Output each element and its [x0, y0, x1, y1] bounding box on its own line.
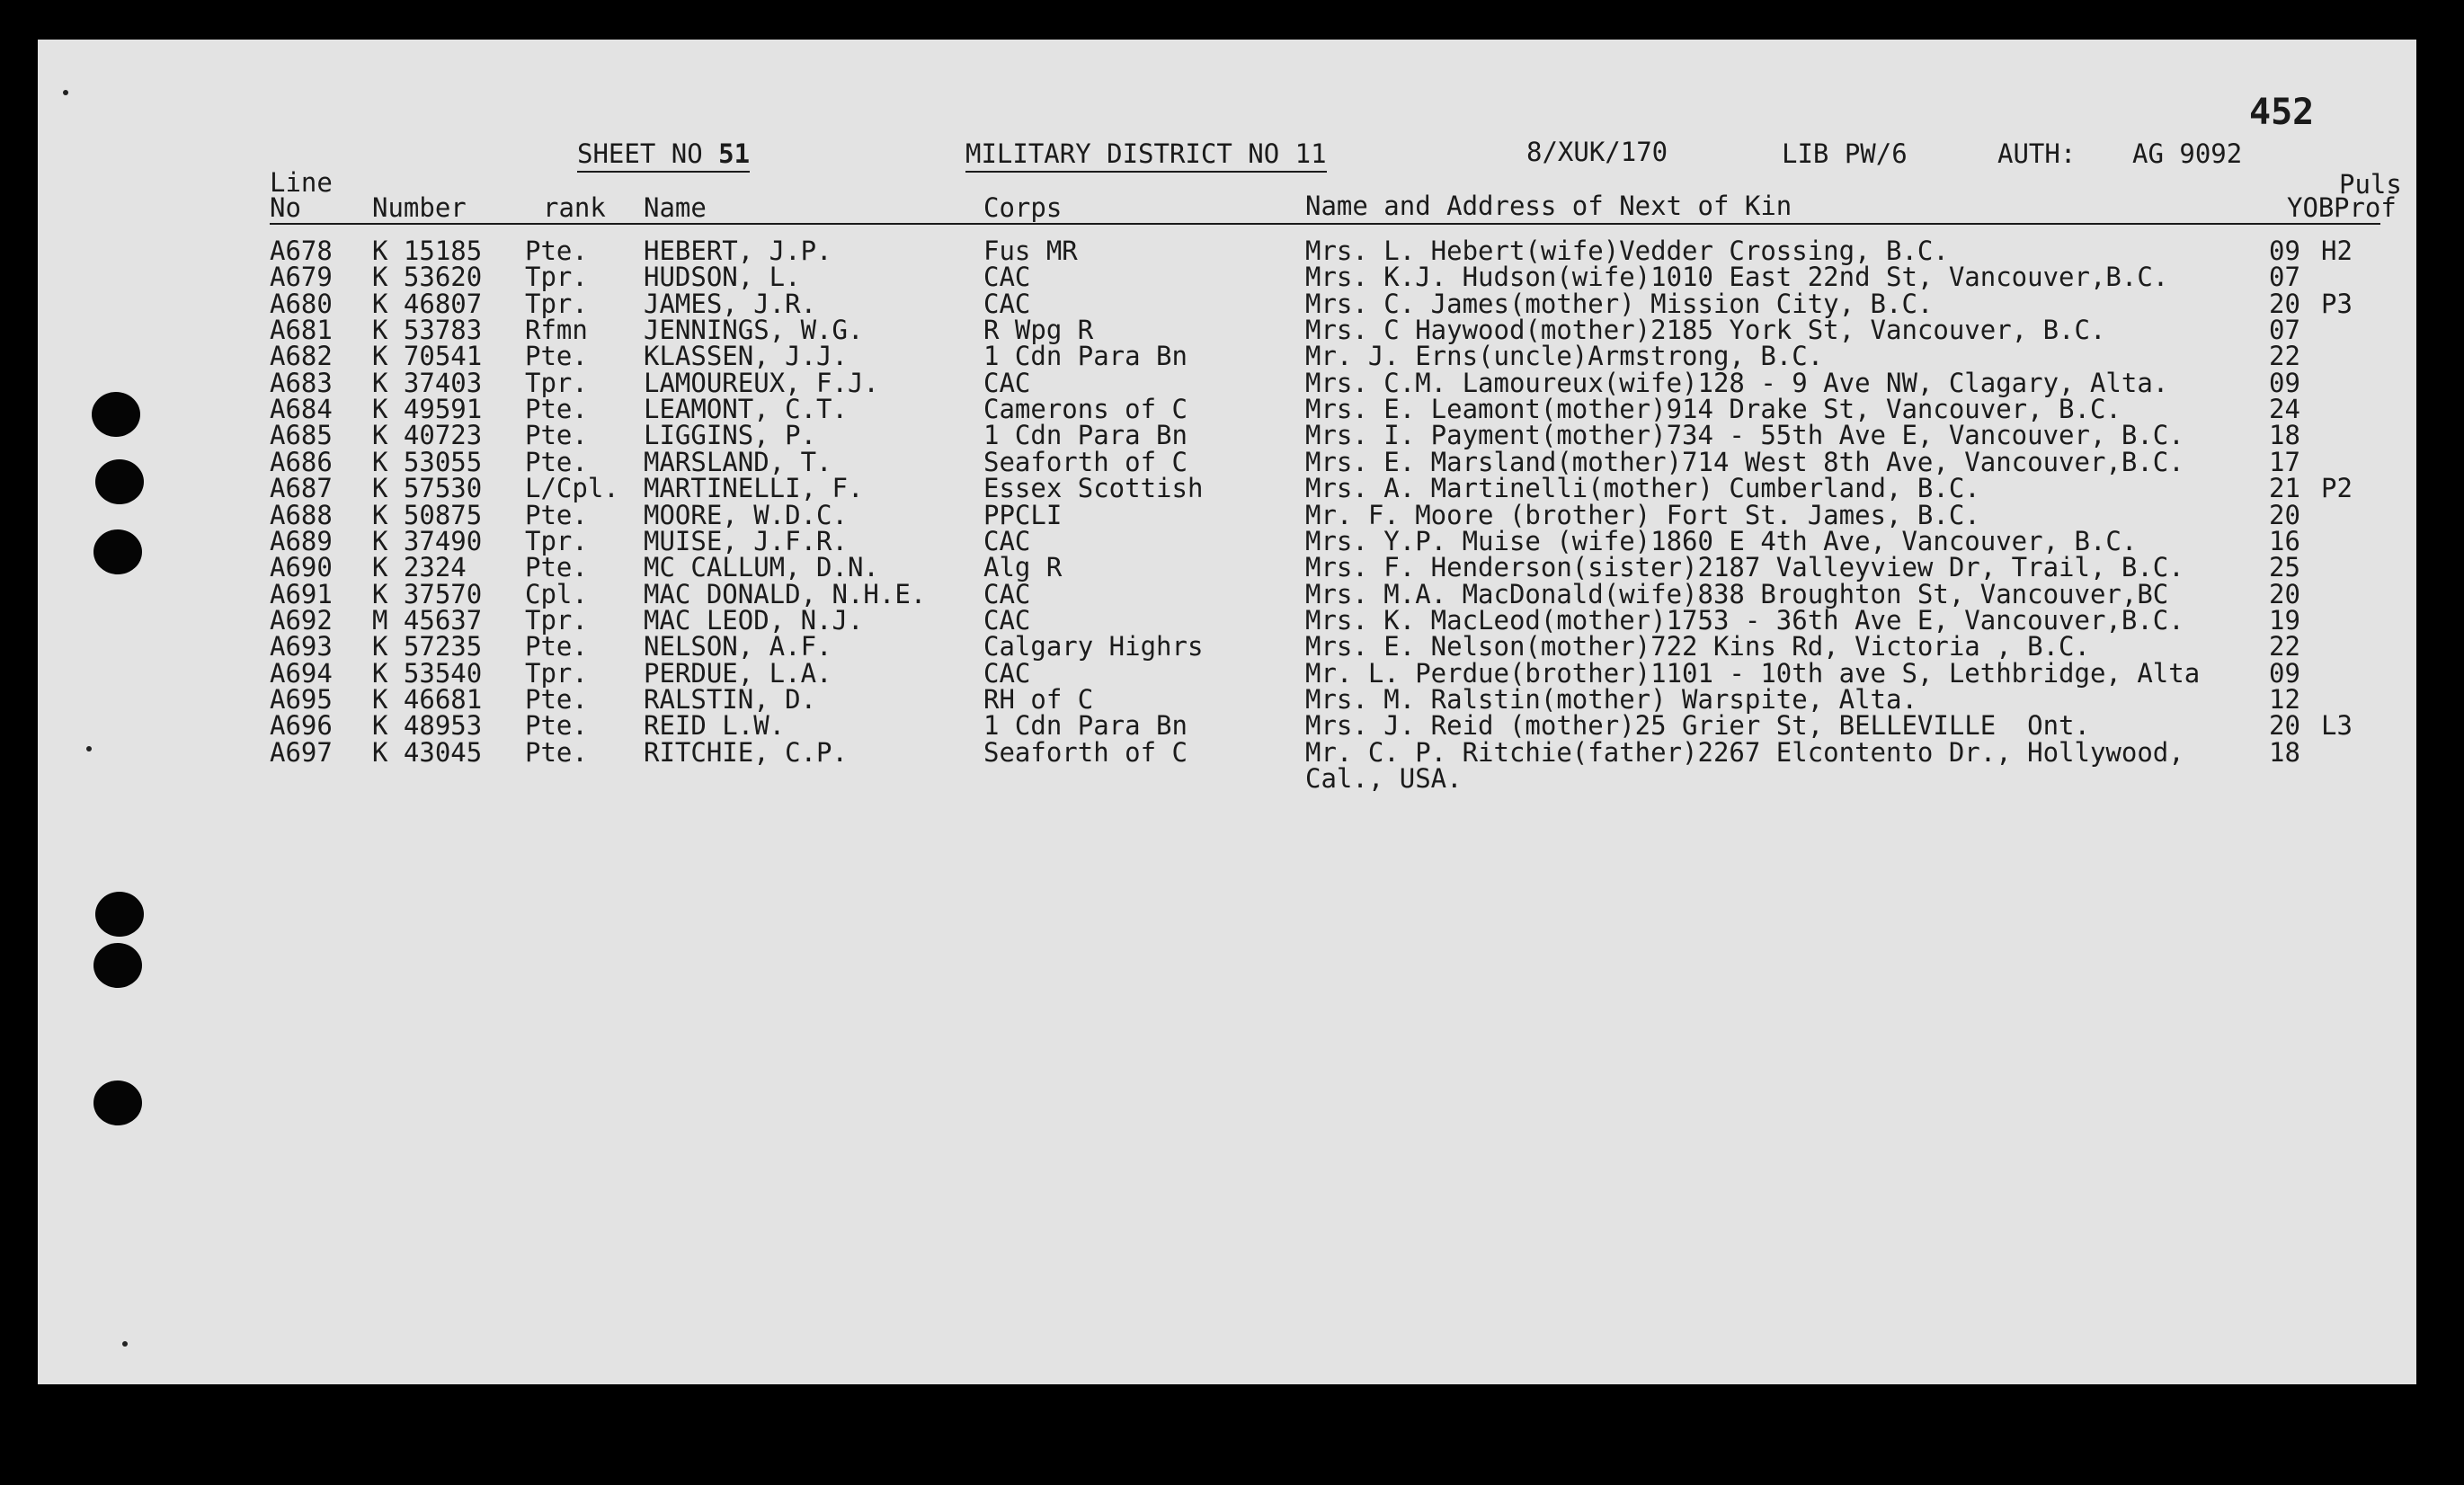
cell-next-of-kin: Mrs. C Haywood(mother)2185 York St, Vancouver, B.C. — [1305, 315, 2106, 346]
cell-line: A680 — [270, 288, 333, 319]
binder-hole — [93, 529, 142, 574]
cell-rank: Pte. — [525, 736, 588, 768]
reference-code: 8/XUK/170 — [1526, 137, 1668, 167]
col-next-of-kin: Name and Address of Next of Kin — [1305, 191, 1792, 221]
cell-line: A688 — [270, 499, 333, 530]
cell-corps: 1 Cdn Para Bn — [983, 420, 1188, 451]
cell-rank: Tpr. — [525, 604, 588, 636]
cell-rank: Pte. — [525, 710, 588, 742]
cell-yob: 22 — [2269, 631, 2300, 662]
col-corps: Corps — [983, 192, 1063, 223]
cell-line: A695 — [270, 683, 333, 715]
cell-number: K 57530 — [372, 473, 483, 504]
cell-yob: 09 — [2269, 657, 2300, 689]
cell-rank: Pte. — [525, 631, 588, 662]
cell-number: K 70541 — [372, 341, 483, 372]
cell-name: MAC DONALD, N.H.E. — [644, 578, 927, 609]
binder-hole — [92, 392, 140, 437]
cell-next-of-kin: Mrs. Y.P. Muise (wife)1860 E 4th Ave, Vancouver, B.C. — [1305, 525, 2138, 556]
cell-next-of-kin: Mrs. A. Martinelli(mother) Cumberland, B.C. — [1305, 473, 1980, 504]
sheet-label-text: SHEET NO — [577, 138, 703, 169]
cell-line: A678 — [270, 236, 333, 266]
sheet-number: 51 — [718, 138, 751, 169]
cell-rank: Pte. — [525, 394, 588, 425]
cell-number: K 57235 — [372, 631, 483, 662]
cell-corps: Fus MR — [983, 236, 1078, 266]
district-title — [965, 140, 1327, 167]
col-yob: YOB — [2287, 192, 2335, 223]
cell-yob: 19 — [2269, 604, 2300, 636]
cell-yob: 16 — [2269, 525, 2300, 556]
cell-name: MARSLAND, T. — [644, 446, 832, 477]
cell-rank: Pte. — [525, 552, 588, 583]
cell-puls: L3 — [2321, 710, 2353, 742]
cell-number: K 48953 — [372, 710, 483, 742]
paper-speck — [63, 90, 68, 95]
cell-number: K 37570 — [372, 578, 483, 609]
cell-number: K 53540 — [372, 657, 483, 689]
cell-line: A694 — [270, 657, 333, 689]
cell-corps: 1 Cdn Para Bn — [983, 341, 1188, 372]
cell-corps: CAC — [983, 657, 1031, 689]
cell-rank: Pte. — [525, 683, 588, 715]
col-prof: Prof — [2334, 192, 2397, 223]
cell-number: K 50875 — [372, 499, 483, 530]
cell-line: A689 — [270, 525, 333, 556]
cell-name: JAMES, J.R. — [644, 288, 817, 319]
cell-corps: CAC — [983, 525, 1031, 556]
cell-yob: 20 — [2269, 578, 2300, 609]
cell-name: MARTINELLI, F. — [644, 473, 864, 504]
cell-rank: Tpr. — [525, 262, 588, 293]
cell-rank: Tpr. — [525, 367, 588, 398]
cell-number: M 45637 — [372, 604, 483, 636]
cell-corps: Essex Scottish — [983, 473, 1204, 504]
cell-next-of-kin: Mr. C. P. Ritchie(father)2267 Elcontento Dr., Hollywood, — [1305, 736, 2184, 768]
cell-rank: Tpr. — [525, 657, 588, 689]
cell-corps: Seaforth of C — [983, 736, 1188, 768]
col-line-bottom: No — [270, 192, 301, 223]
cell-line: A697 — [270, 736, 333, 768]
col-puls-top: Puls — [2339, 169, 2402, 200]
record-sheet — [38, 40, 2416, 1384]
cell-number: K 53055 — [372, 446, 483, 477]
cell-yob: 18 — [2269, 736, 2300, 768]
cell-next-of-kin: Mrs. C. James(mother) Mission City, B.C. — [1305, 288, 1934, 319]
col-line-top: Line — [270, 167, 333, 198]
cell-number: K 49591 — [372, 394, 483, 425]
cell-next-of-kin: Mrs. E. Leamont(mother)914 Drake St, Vancouver, B.C. — [1305, 394, 2122, 425]
cell-number: K 2324 — [372, 552, 467, 583]
col-rank: rank — [543, 192, 606, 223]
cell-next-of-kin-cont: Cal., USA. — [1305, 762, 1463, 794]
cell-rank: Pte. — [525, 499, 588, 530]
col-name: Name — [644, 192, 707, 223]
cell-name: MC CALLUM, D.N. — [644, 552, 879, 583]
cell-rank: Pte. — [525, 236, 588, 266]
cell-rank: Pte. — [525, 446, 588, 477]
header-rule — [270, 223, 2380, 225]
cell-rank: Cpl. — [525, 578, 588, 609]
cell-line: A690 — [270, 552, 333, 583]
cell-next-of-kin: Mrs. F. Henderson(sister)2187 Valleyview Dr, Trail, B.C. — [1305, 552, 2184, 583]
cell-next-of-kin: Mrs. E. Nelson(mother)722 Kins Rd, Victoria , B.C. — [1305, 631, 2090, 662]
cell-next-of-kin: Mr. L. Perdue(brother)1101 - 10th ave S, Lethbridge, Alta — [1305, 657, 2201, 689]
cell-corps: Alg R — [983, 552, 1063, 583]
cell-rank: Tpr. — [525, 525, 588, 556]
binder-hole — [95, 459, 144, 504]
cell-yob: 20 — [2269, 288, 2300, 319]
cell-line: A683 — [270, 367, 333, 398]
cell-yob: 09 — [2269, 367, 2300, 398]
page-number: 452 — [2249, 92, 2315, 133]
district-text: MILITARY DISTRICT NO 11 — [965, 138, 1327, 173]
cell-next-of-kin: Mrs. C.M. Lamoureux(wife)128 - 9 Ave NW, Clagary, Alta. — [1305, 367, 2169, 398]
cell-puls: P3 — [2321, 288, 2353, 319]
cell-line: A685 — [270, 420, 333, 451]
cell-name: HUDSON, L. — [644, 262, 801, 293]
cell-corps: Camerons of C — [983, 394, 1188, 425]
cell-corps: Calgary Highrs — [983, 631, 1204, 662]
cell-corps: CAC — [983, 578, 1031, 609]
cell-number: K 53620 — [372, 262, 483, 293]
cell-line: A692 — [270, 604, 333, 636]
cell-line: A682 — [270, 341, 333, 372]
cell-line: A679 — [270, 262, 333, 293]
cell-name: RALSTIN, D. — [644, 683, 817, 715]
cell-next-of-kin: Mrs. I. Payment(mother)734 - 55th Ave E, Vancouver, B.C. — [1305, 420, 2184, 451]
binder-hole — [93, 943, 142, 988]
cell-name: NELSON, A.F. — [644, 631, 832, 662]
cell-name: RITCHIE, C.P. — [644, 736, 848, 768]
cell-yob: 12 — [2269, 683, 2300, 715]
cell-name: MOORE, W.D.C. — [644, 499, 848, 530]
cell-yob: 07 — [2269, 315, 2300, 346]
cell-corps: RH of C — [983, 683, 1094, 715]
cell-rank: Pte. — [525, 341, 588, 372]
cell-corps: 1 Cdn Para Bn — [983, 710, 1188, 742]
cell-rank: Pte. — [525, 420, 588, 451]
paper-speck — [122, 1341, 128, 1347]
cell-next-of-kin: Mrs. E. Marsland(mother)714 West 8th Ave, Vancouver,B.C. — [1305, 446, 2184, 477]
cell-next-of-kin: Mrs. M. Ralstin(mother) Warspite, Alta. — [1305, 683, 1917, 715]
cell-next-of-kin: Mrs. J. Reid (mother)25 Grier St, BELLEVILLE Ont. — [1305, 710, 2090, 742]
cell-number: K 46681 — [372, 683, 483, 715]
cell-corps: CAC — [983, 262, 1031, 293]
cell-corps: CAC — [983, 288, 1031, 319]
cell-number: K 37403 — [372, 367, 483, 398]
cell-name: HEBERT, J.P. — [644, 236, 832, 266]
binder-hole — [95, 892, 144, 937]
cell-line: A687 — [270, 473, 333, 504]
cell-corps: CAC — [983, 367, 1031, 398]
cell-name: REID L.W. — [644, 710, 786, 742]
cell-yob: 07 — [2269, 262, 2300, 293]
cell-rank: Rfmn — [525, 315, 588, 346]
cell-corps: R Wpg R — [983, 315, 1094, 346]
cell-yob: 20 — [2269, 710, 2300, 742]
auth-value: AG 9092 — [2132, 138, 2243, 169]
cell-number: K 40723 — [372, 420, 483, 451]
cell-yob: 20 — [2269, 499, 2300, 530]
cell-corps: Seaforth of C — [983, 446, 1188, 477]
cell-yob: 24 — [2269, 394, 2300, 425]
cell-line: A686 — [270, 446, 333, 477]
lib-code: LIB PW/6 — [1782, 138, 1908, 169]
cell-name: MAC LEOD, N.J. — [644, 604, 864, 636]
cell-number: K 37490 — [372, 525, 483, 556]
cell-number: K 43045 — [372, 736, 483, 768]
cell-line: A693 — [270, 631, 333, 662]
paper-speck — [86, 746, 92, 751]
col-number: Number — [372, 192, 467, 223]
cell-name: LAMOUREUX, F.J. — [644, 367, 879, 398]
cell-rank: Tpr. — [525, 288, 588, 319]
cell-yob: 25 — [2269, 552, 2300, 583]
sheet-label — [577, 140, 750, 167]
cell-name: LIGGINS, P. — [644, 420, 817, 451]
cell-puls: P2 — [2321, 473, 2353, 504]
cell-name: JENNINGS, W.G. — [644, 315, 864, 346]
cell-rank: L/Cpl. — [525, 473, 619, 504]
cell-next-of-kin: Mrs. L. Hebert(wife)Vedder Crossing, B.C. — [1305, 236, 1949, 266]
cell-corps: CAC — [983, 604, 1031, 636]
cell-name: KLASSEN, J.J. — [644, 341, 848, 372]
cell-yob: 17 — [2269, 446, 2300, 477]
cell-yob: 21 — [2269, 473, 2300, 504]
cell-yob: 18 — [2269, 420, 2300, 451]
cell-line: A696 — [270, 710, 333, 742]
cell-name: LEAMONT, C.T. — [644, 394, 848, 425]
cell-yob: 09 — [2269, 236, 2300, 266]
cell-number: K 46807 — [372, 288, 483, 319]
cell-number: K 53783 — [372, 315, 483, 346]
cell-yob: 22 — [2269, 341, 2300, 372]
cell-line: A681 — [270, 315, 333, 346]
auth-label: AUTH: — [1997, 138, 2077, 169]
cell-name: PERDUE, L.A. — [644, 657, 832, 689]
cell-name: MUISE, J.F.R. — [644, 525, 848, 556]
cell-next-of-kin: Mr. F. Moore (brother) Fort St. James, B.C. — [1305, 499, 1980, 530]
cell-next-of-kin: Mrs. M.A. MacDonald(wife)838 Broughton St, Vancouver,BC — [1305, 578, 2169, 609]
cell-next-of-kin: Mr. J. Erns(uncle)Armstrong, B.C. — [1305, 341, 1824, 372]
cell-number: K 15185 — [372, 236, 483, 266]
cell-next-of-kin: Mrs. K.J. Hudson(wife)1010 East 22nd St, Vancouver,B.C. — [1305, 262, 2169, 293]
cell-next-of-kin: Mrs. K. MacLeod(mother)1753 - 36th Ave E, Vancouver,B.C. — [1305, 604, 2184, 636]
cell-corps: PPCLI — [983, 499, 1063, 530]
cell-puls: H2 — [2321, 236, 2353, 266]
binder-hole — [93, 1080, 142, 1125]
cell-line: A684 — [270, 394, 333, 425]
cell-line: A691 — [270, 578, 333, 609]
